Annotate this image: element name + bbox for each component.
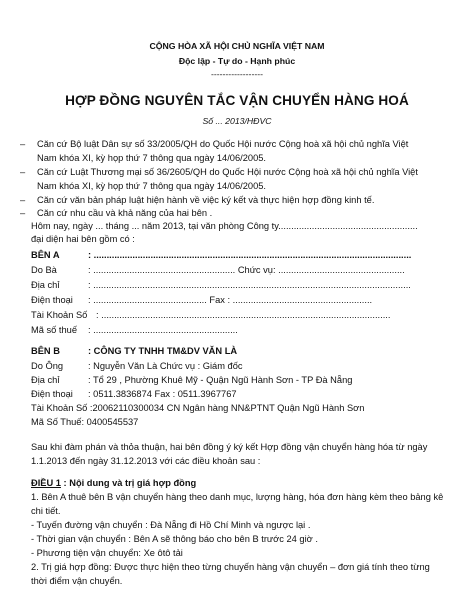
party-b-tax: Mã Số Thuế: 0400545537 bbox=[31, 417, 139, 427]
basis-bullet-4: – bbox=[20, 208, 26, 218]
article-1-line: - Tuyến đường vận chuyển : Đà Nẵng đi Hồ Chí Minh và ngược lại . bbox=[31, 520, 311, 530]
article-1-heading bbox=[31, 478, 196, 488]
article-1-line: 1. Bên A thuê bên B vận chuyển hàng theo danh mục, lượng hàng, hóa đơn hàng kèm theo bảng kê bbox=[31, 492, 444, 502]
contract-number: Số ... 2013/HĐVC bbox=[202, 116, 272, 126]
party-a-label: BÊN A bbox=[31, 250, 60, 260]
basis-bullet-1: – bbox=[20, 139, 26, 149]
party-a-rep-value: : ....................................................... Chức vụ: ................................................. bbox=[88, 265, 405, 275]
party-a-rep-label: Do Bà bbox=[31, 265, 57, 275]
article-1-label: ĐIỀU 1 bbox=[31, 478, 61, 488]
country-header: CỘNG HÒA XÃ HỘI CHỦ NGHĨA VIỆT NAM bbox=[149, 41, 325, 51]
party-a-phone-value: : ............................................ Fax : ...................................................... bbox=[88, 295, 373, 305]
party-b-label: BÊN B bbox=[31, 346, 60, 356]
agreement-line: Sau khi đàm phán và thỏa thuận, hai bên đồng ý ký kết Hợp đồng vận chuyển hàng hóa từ ngày bbox=[31, 442, 428, 452]
party-b-rep-value: : Nguyễn Văn Là Chức vụ : Giám đốc bbox=[88, 361, 243, 371]
article-1-line: - Phương tiện vận chuyển: Xe ôtô tải bbox=[31, 548, 183, 558]
basis-bullet-3: – bbox=[20, 195, 26, 205]
party-b-phone-label: Điện thoại bbox=[31, 389, 73, 399]
party-b-address-value: : Tổ 29 , Phường Khuê Mỹ - Quận Ngũ Hành Sơn - TP Đà Nẵng bbox=[88, 375, 353, 385]
contract-title: HỢP ĐỒNG NGUYÊN TẮC VẬN CHUYỂN HÀNG HOÁ bbox=[65, 93, 409, 108]
article-1-line: 2. Trị giá hợp đồng: Được thực hiện theo từng chuyến hàng vận chuyển – đơn giá tính theo từng bbox=[31, 562, 430, 572]
article-1-title: : Nội dung và trị giá hợp đồng bbox=[60, 478, 197, 488]
article-1-line: thời điểm vận chuyển. bbox=[31, 576, 123, 586]
intro-line: Hôm nay, ngày ... tháng ... năm 2013, tại văn phòng Công ty...................................................... bbox=[31, 221, 418, 231]
party-b-phone-value: : 0511.3836874 Fax : 0511.3967767 bbox=[88, 389, 237, 399]
intro-line: đại diện hai bên gồm có : bbox=[31, 234, 135, 244]
party-a-account-label: Tài Khoản Số bbox=[31, 310, 88, 320]
basis-line: Căn cứ nhu cầu và khả năng của hai bên . bbox=[37, 208, 213, 218]
basis-line: Nam khóa XI, kỳ họp thứ 7 thông qua ngày 14/06/2005. bbox=[37, 153, 266, 163]
party-a-address-label: Địa chỉ bbox=[31, 280, 60, 290]
basis-line: Nam khóa XI, kỳ họp thứ 7 thông qua ngày 14/06/2005. bbox=[37, 181, 266, 191]
party-b-address-label: Địa chỉ bbox=[31, 375, 60, 385]
article-1-line: - Thời gian vận chuyển : Bên A sẽ thông báo cho bên B trước 24 giờ . bbox=[31, 534, 318, 544]
party-b-account: Tài Khoản Số :20062110300034 CN Ngân hàng NN&PTNT Quận Ngũ Hành Sơn bbox=[31, 403, 365, 413]
basis-line: Căn cứ Bộ luật Dân sự số 33/2005/QH do Quốc Hội nước Cộng hoà xã hội chủ nghĩa Việt bbox=[37, 139, 409, 149]
party-b-rep-label: Do Ông bbox=[31, 361, 64, 371]
party-a-phone-label: Điện thoại bbox=[31, 295, 73, 305]
basis-line: Căn cứ Luật Thương mại số 36/2605/QH do Quốc Hội nước Cộng hoà xã hội chủ nghĩa Việt bbox=[37, 167, 418, 177]
agreement-line: 1.1.2013 đến ngày 31.12.2013 với các điều khoản sau : bbox=[31, 456, 261, 466]
header-separator: ------------------ bbox=[210, 69, 264, 79]
party-a-address-value: : ........................................................................................................................... bbox=[88, 280, 411, 290]
party-a-tax-value: : ........................................................ bbox=[88, 325, 238, 335]
motto: Độc lập - Tự do - Hạnh phúc bbox=[178, 56, 296, 66]
basis-bullet-2: – bbox=[20, 167, 26, 177]
party-a-account-value: : ................................................................................................................ bbox=[96, 310, 391, 320]
party-b-company: : CÔNG TY TNHH TM&DV VĂN LÀ bbox=[88, 346, 238, 356]
basis-line: Căn cứ văn bản pháp luật hiện hành về việc ký kết và thực hiện hợp đồng kinh tế. bbox=[37, 195, 375, 205]
party-a-tax-label: Mã số thuế bbox=[31, 325, 77, 335]
party-a-name: : ........................................................................................................................... bbox=[88, 250, 412, 260]
article-1-line: chi tiết. bbox=[31, 506, 61, 516]
